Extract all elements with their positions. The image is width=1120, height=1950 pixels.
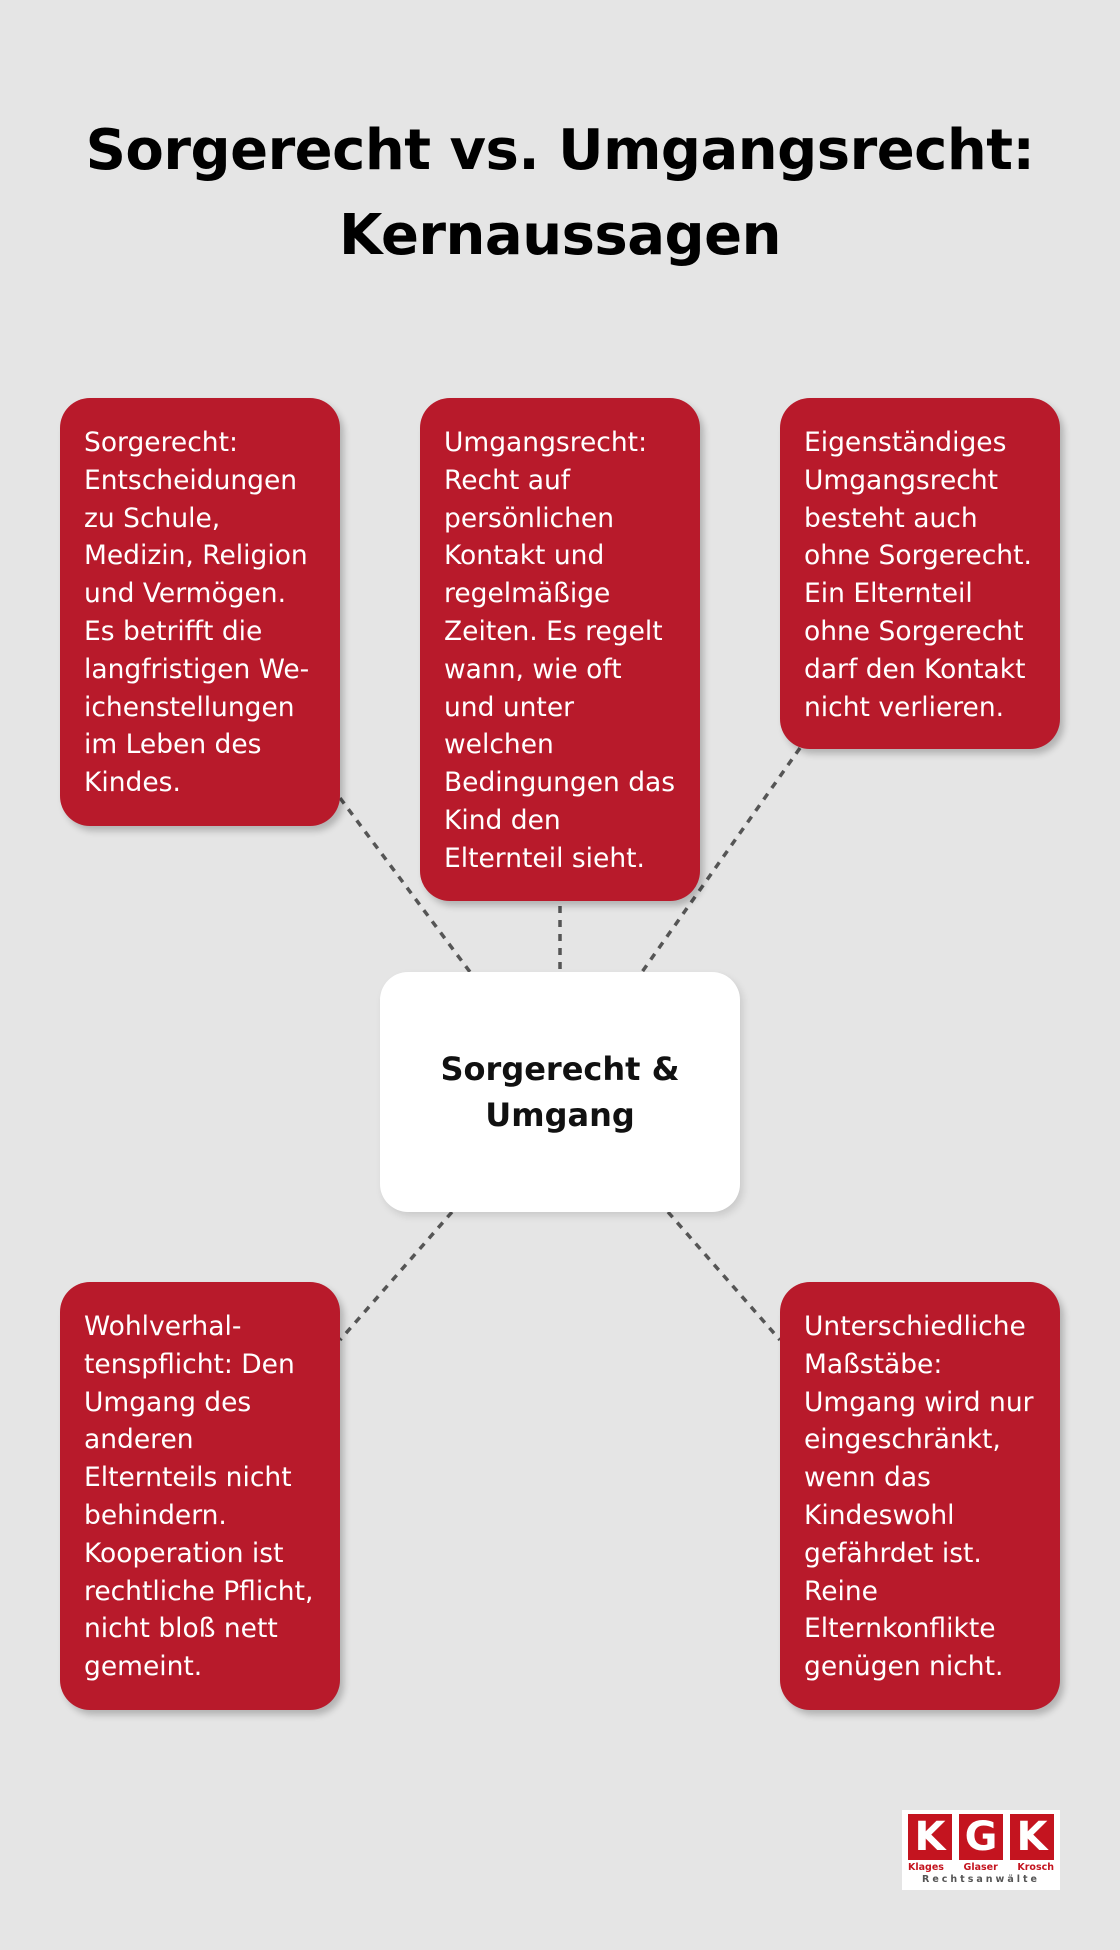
page-title-line-2: Kernaussagen xyxy=(339,203,781,268)
center-node xyxy=(380,972,740,1212)
logo-subtitle: Rechtsanwälte xyxy=(922,1874,1040,1885)
logo-letters xyxy=(908,1814,1054,1860)
card-unterschiedliche-massstaebe xyxy=(780,1282,1060,1710)
card-text: Umgangsrecht: Recht auf persönlichen Kontakt und regelmäßige Zeiten. Es regelt wann, wie oft und unter welchen Bedingungen das Kind den Elternteil sieht. xyxy=(444,427,676,874)
card-text: Sorgerecht: Entscheidungen zu Schule, Medizin, Religion und Vermögen. Es betrifft die langfristigen Weichenstellungen im Leben des Kindes. xyxy=(84,427,310,799)
logo-name-krosch: Krosch xyxy=(1017,1862,1054,1873)
card-eigenstaendiges-umgangsrecht xyxy=(780,398,1060,749)
center-node-label: Sorgerecht & Umgang xyxy=(440,1050,680,1134)
logo-names xyxy=(908,1862,1054,1874)
logo-name-klages: Klages xyxy=(908,1862,944,1873)
logo-name-glaser: Glaser xyxy=(963,1862,998,1873)
page-title-line-1: Sorgerecht vs. Umgangsrecht: xyxy=(85,118,1035,183)
logo-letter-k2: K xyxy=(1010,1814,1054,1860)
connector-card-4 xyxy=(340,1212,452,1340)
card-sorgerecht xyxy=(60,398,340,826)
card-wohlverhaltenspflicht xyxy=(60,1282,340,1710)
card-umgangsrecht xyxy=(420,398,700,901)
logo-letter-g: G xyxy=(959,1814,1003,1860)
card-text: Eigenständiges Umgangsrecht besteht auch ohne Sorgerecht. Ein Elternteil ohne Sorgerecht darf den Kontakt nicht verlieren. xyxy=(804,427,1032,723)
card-text: Unterschiedliche Maßstäbe: Umgang wird nur eingeschränkt, wenn das Kindeswohl gefährdet ist. Reine Elternkonflikte genügen nicht. xyxy=(804,1311,1034,1683)
card-text: Wohlverhaltenspflicht: Den Umgang des anderen Elternteils nicht behindern. Kooperation ist rechtliche Pflicht, nicht bloß nett gemeint. xyxy=(84,1311,314,1683)
kgk-logo xyxy=(902,1810,1060,1890)
connector-card-5 xyxy=(668,1212,780,1340)
logo-letter-k1: K xyxy=(908,1814,952,1860)
